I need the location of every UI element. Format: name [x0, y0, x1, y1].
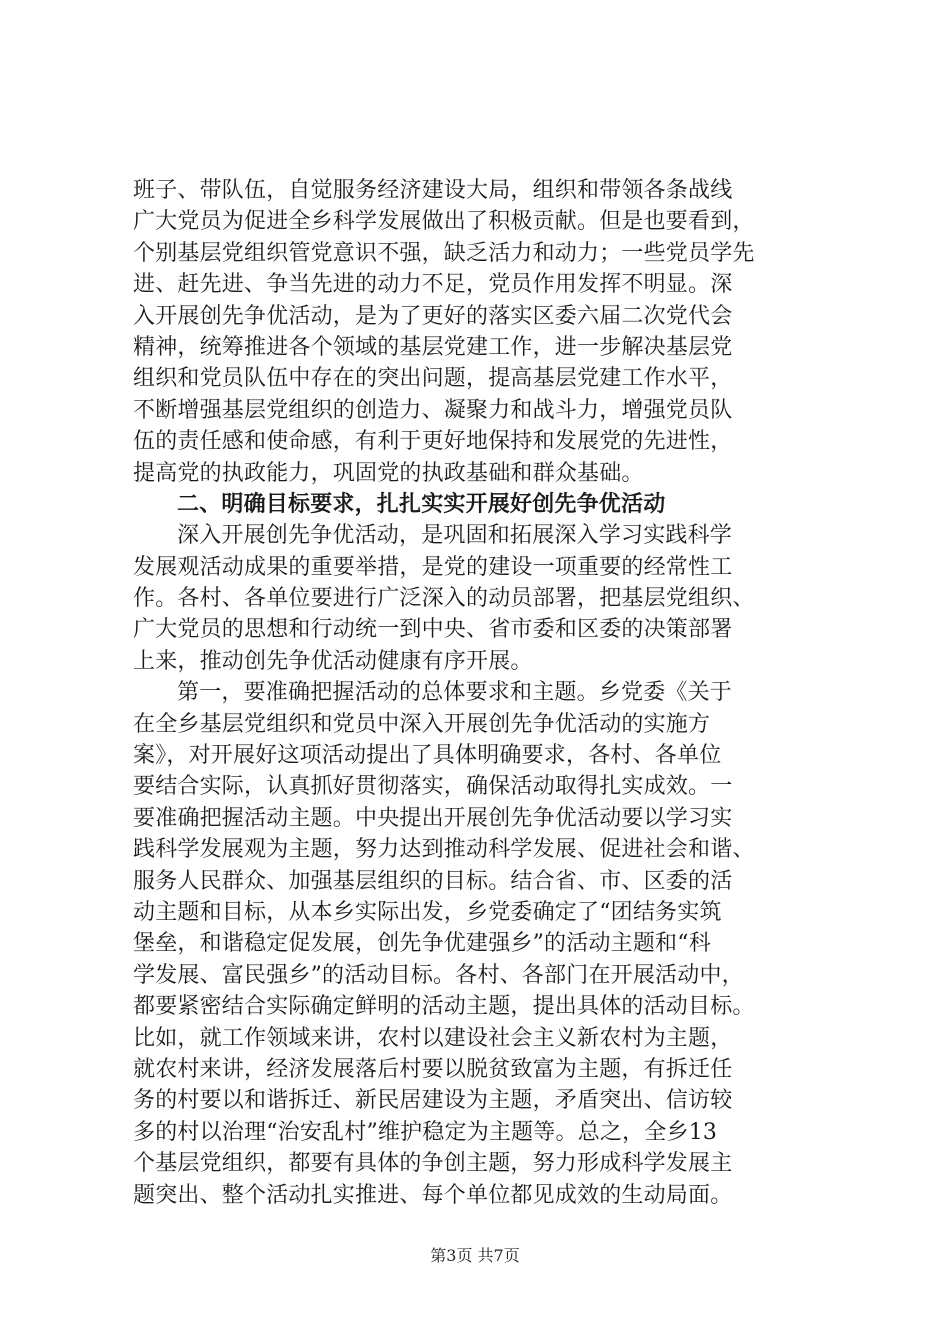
- text-line: 都要紧密结合实际确定鲜明的活动主题，提出具体的活动目标。: [133, 994, 755, 1020]
- text-line: 个基层党组织，都要有具体的争创主题，努力形成科学发展主: [133, 1151, 733, 1177]
- document-body: [133, 175, 833, 1211]
- text-line: 伍的责任感和使命感，有利于更好地保持和发展党的先进性，: [133, 429, 733, 455]
- text-line: 堡垒，和谐稳定促发展，创先争优建强乡”的活动主题和“科: [133, 931, 711, 957]
- text-line: 个别基层党组织管党意识不强，缺乏活力和动力；一些党员学先: [133, 240, 755, 266]
- text-line: 进、赶先进、争当先进的动力不足，党员作用发挥不明显。深: [133, 272, 733, 298]
- text-line: 作。各村、各单位要进行广泛深入的动员部署，把基层党组织、: [133, 586, 755, 612]
- text-line: 践科学发展观为主题，努力达到推动科学发展、促进社会和谐、: [133, 837, 755, 863]
- text-line: 动主题和目标，从本乡实际出发，乡党委确定了“团结务实筑: [133, 899, 722, 925]
- text-line: 题突出、整个活动扎实推进、每个单位都见成效的生动局面。: [133, 1182, 733, 1208]
- text-line: 服务人民群众、加强基层组织的目标。结合省、市、区委的活: [133, 868, 733, 894]
- page-number-footer: 第3页 共7页: [430, 1246, 520, 1265]
- section-heading: 二、明确目标要求，扎扎实实开展好创先争优活动: [177, 490, 666, 517]
- text-line: 发展观活动成果的重要举措，是党的建设一项重要的经常性工: [133, 554, 733, 580]
- text-line: 在全乡基层党组织和党员中深入开展创先争优活动的实施方: [133, 711, 711, 737]
- text-line: 广大党员的思想和行动统一到中央、省市委和区委的决策部署: [133, 617, 733, 643]
- text-line: 要准确把握活动主题。中央提出开展创先争优活动要以学习实: [133, 805, 733, 831]
- text-line: 上来，推动创先争优活动健康有序开展。: [133, 648, 533, 674]
- text-line: 组织和党员队伍中存在的突出问题，提高基层党建工作水平，: [133, 366, 733, 392]
- text-line: 提高党的执政能力，巩固党的执政基础和群众基础。: [133, 460, 644, 486]
- text-line: 精神，统筹推进各个领域的基层党建工作，进一步解决基层党: [133, 334, 733, 360]
- text-line: 比如，就工作领域来讲，农村以建设社会主义新农村为主题，: [133, 1025, 733, 1051]
- text-line: 案》，对开展好这项活动提出了具体明确要求，各村、各单位: [133, 743, 722, 769]
- text-line: 多的村以治理“治安乱村”维护稳定为主题等。总之，全乡13: [133, 1119, 718, 1145]
- text-line: 务的村要以和谐拆迁、新民居建设为主题，矛盾突出、信访较: [133, 1088, 733, 1114]
- text-line: 不断增强基层党组织的创造力、凝聚力和战斗力，增强党员队: [133, 397, 733, 423]
- text-line: 入开展创先争优活动，是为了更好的落实区委六届二次党代会: [133, 303, 733, 329]
- text-line: 第一，要准确把握活动的总体要求和主题。乡党委《关于: [177, 680, 733, 706]
- text-line: 深入开展创先争优活动，是巩固和拓展深入学习实践科学: [177, 523, 733, 549]
- text-line: 广大党员为促进全乡科学发展做出了积极贡献。但是也要看到，: [133, 209, 755, 235]
- text-line: 就农村来讲，经济发展落后村要以脱贫致富为主题，有拆迁任: [133, 1056, 733, 1082]
- text-line: 学发展、富民强乡”的活动目标。各村、各部门在开展活动中，: [133, 962, 744, 988]
- text-line: 要结合实际，认真抓好贯彻落实，确保活动取得扎实成效。一: [133, 774, 733, 800]
- text-line: 班子、带队伍，自觉服务经济建设大局，组织和带领各条战线: [133, 178, 733, 203]
